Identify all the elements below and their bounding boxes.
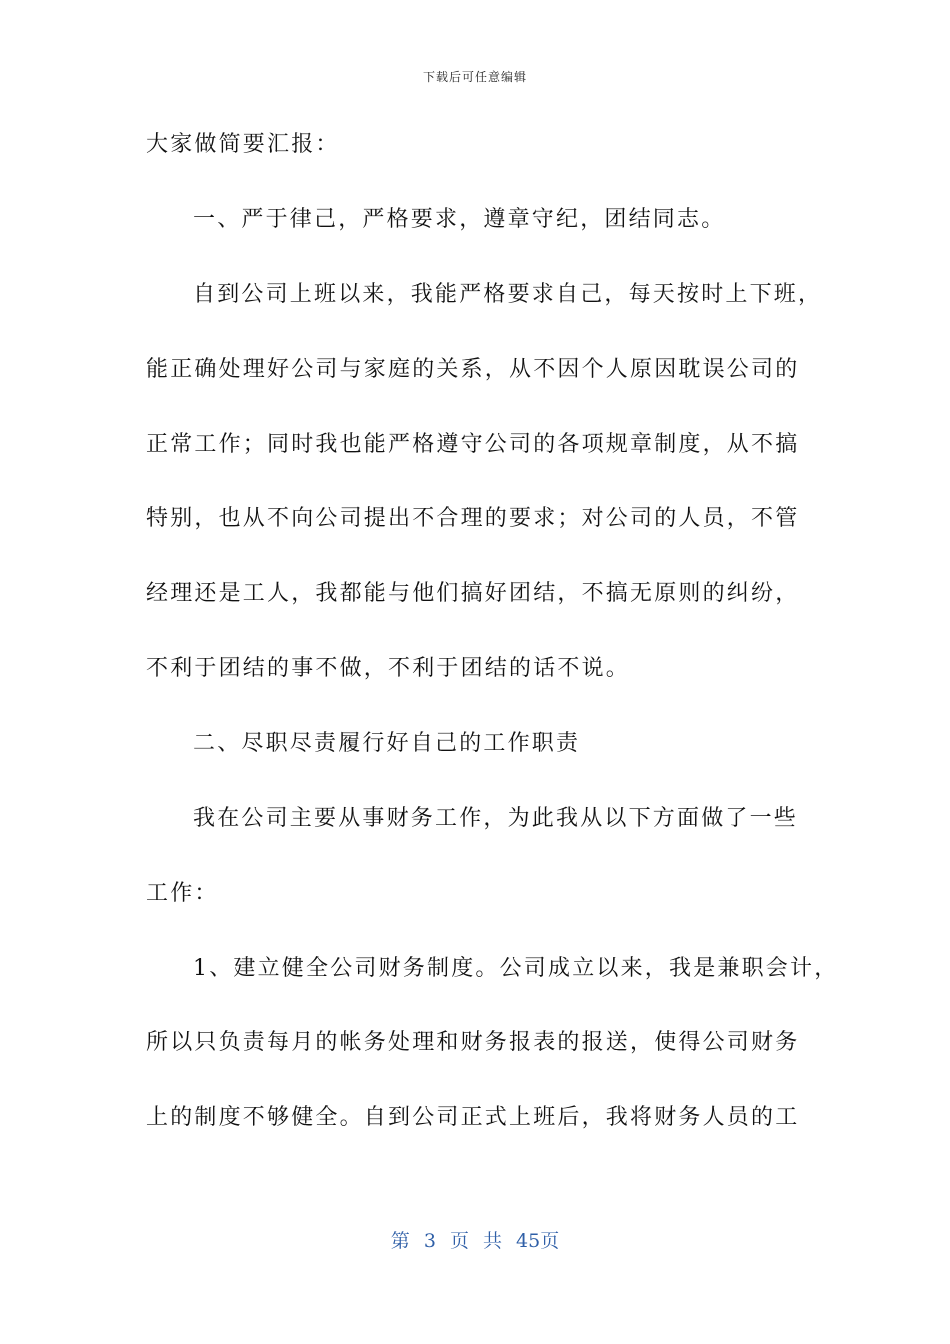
- paragraph-line: 我在公司主要从事财务工作，为此我从以下方面做了一些: [193, 806, 799, 831]
- paragraph-line: 经理还是工人，我都能与他们搞好团结，不搞无原则的纠纷，: [146, 581, 800, 606]
- paragraph-line: 不利于团结的事不做，不利于团结的话不说。: [146, 656, 631, 681]
- section-heading: 一、严于律己，严格要求，遵章守纪，团结同志。: [193, 207, 726, 232]
- paragraph-line: 能正确处理好公司与家庭的关系，从不因个人原因耽误公司的: [146, 357, 800, 382]
- page-number: 第 3 页 共 45页: [390, 1230, 560, 1252]
- paragraph-line: 上的制度不够健全。自到公司正式上班后，我将财务人员的工: [146, 1105, 800, 1130]
- section-heading: 二、尽职尽责履行好自己的工作职责: [193, 731, 581, 756]
- paragraph-line: 自到公司上班以来，我能严格要求自己，每天按时上下班，: [193, 282, 823, 307]
- paragraph-line: 工作：: [146, 881, 219, 906]
- header-note: 下载后可任意编辑: [422, 70, 527, 84]
- paragraph-line: 大家做简要汇报：: [146, 132, 340, 157]
- paragraph-line: 正常工作；同时我也能严格遵守公司的各项规章制度，从不搞: [146, 432, 800, 457]
- paragraph-line: 1、建立健全公司财务制度。公司成立以来，我是兼职会计，: [193, 956, 839, 981]
- paragraph-line: 特别，也从不向公司提出不合理的要求；对公司的人员，不管: [146, 506, 800, 531]
- paragraph-line: 所以只负责每月的帐务处理和财务报表的报送，使得公司财务: [146, 1030, 800, 1055]
